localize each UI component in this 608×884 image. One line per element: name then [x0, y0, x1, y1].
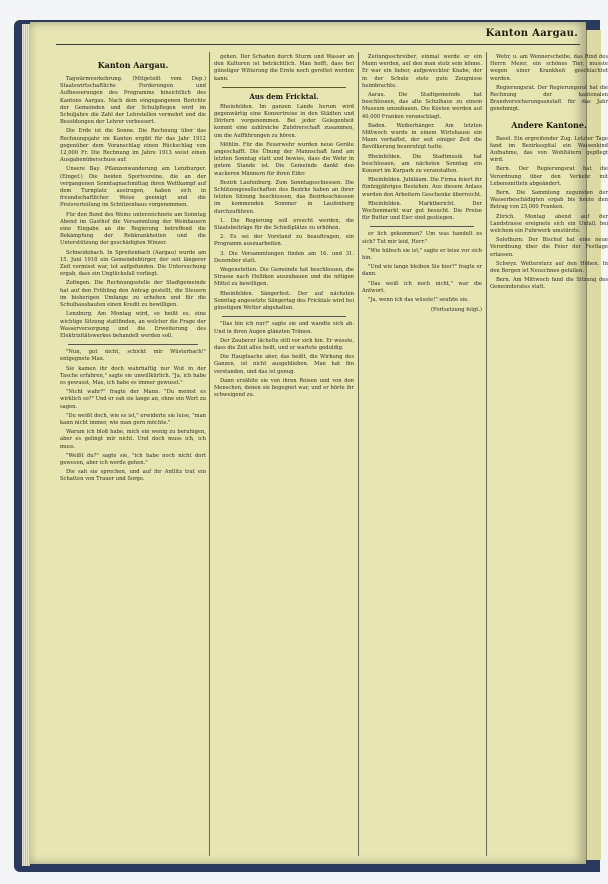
- story-paragraph: "Du weißt doch, wie es ist," erwiderte sie leise, "man kann nicht immer, wie man gern möchte.": [60, 412, 206, 426]
- article-paragraph: 2. Es sei der Vorstand zu beauftragen, ein Programm auszuarbeiten.: [214, 234, 354, 248]
- story-paragraph: Die Hauptsache aber, das heißt, die Wirkung des Ganzen, ist nicht ausgeblieben. Man hat ihn verstanden, und das ist genug.: [214, 354, 354, 375]
- article-paragraph: Rheinfelden. Die Stadtmusik hat beschlossen, am nächsten Sonntag ein Konzert im Kurpark zu veranstalten.: [362, 153, 482, 175]
- article-paragraph: Bern. Am Mittwoch fand die Sitzung des Gemeinderates statt.: [490, 277, 608, 291]
- story-paragraph: Der Zauberer lächelte still vor sich hin. Er wusste, dass die Zeit alles heilt, und er wartete geduldig.: [214, 337, 354, 351]
- story-paragraph: Die sah sie sprechen, und auf ihr Antlitz trat ein Schatten von Trauer und Sorge.: [60, 469, 206, 483]
- article-paragraph: Lenzburg. Am Montag wird, so heißt es, eine wichtige Sitzung stattfinden, an welcher die Frage der Wasserversorgung und die Erweiterung des Elektrizitätswerkes behandelt werden soll.: [60, 311, 206, 339]
- article-paragraph: Unsere Bay. Pflanzenwanderung am Lenzburger. (Eingef.) Die beiden Sportvereine, die an der vergangenen Sonntagnachmittag ihren Wettkampf auf dem Turnplatz austrugen, haben sich in freundschaftlicher Weise geeinigt und die Preisverteilung im Schützenhaus vorgenommen.: [60, 166, 206, 209]
- column-3: [362, 54, 482, 856]
- story-paragraph: "Ja, wenn ich das wüsste!" seufzte sie.: [368, 297, 469, 304]
- story-paragraph: "Das weiß ich noch nicht," war die Antwort.: [362, 280, 482, 294]
- story-paragraph: "Das bin ich nur!" sagte sie und wandte sich ab. Und in ihren Augen glänzten Tränen.: [214, 321, 354, 335]
- story-paragraph: "Wie hübsch sie ist," sagte er leise vor sich hin.: [362, 247, 482, 262]
- article-paragraph: Rheinfelden. Sängerfest. Der auf nächsten Sonntag angesetzte Sängertag des Fricktals wird bei günstigem Wetter abgehalten.: [214, 290, 354, 312]
- column-rule: [209, 52, 210, 856]
- article-paragraph: Bern. Der Regierungsrat hat die Verordnung über den Verkehr mit Lebensmitteln abgeändert.: [490, 166, 608, 187]
- story-paragraph: Warum ich bloß habe, mich ein wenig zu beruhigen, aber es gelingt mir nicht. Und doch muss ich, ich muss.: [60, 429, 206, 450]
- column-4: [490, 54, 608, 856]
- running-head: Kanton Aargau.: [485, 28, 578, 39]
- story-paragraph: "Weißt du?" sagte sie, "ich habe noch nicht dort gewesen, aber ich werde gehen.": [60, 452, 206, 466]
- story-paragraph: "Nicht wahr?" fragte der Mann. "Du meinst es wirklich so?" Und er sah sie lange an, ohne ein Wort zu sagen.: [60, 389, 206, 410]
- article-paragraph: Zeitungsschreiber, einmal werde er ein Mann werden, auf den man stolz sein könne. Er war ein lieber, aufgeweckter Knabe, der in der Schule stets gute Zeugnisse heimbrachte.: [362, 54, 482, 89]
- story-paragraph: er lich gekommen? Um was handelt es sich? Tut mir leid, Herr.": [362, 231, 482, 245]
- article-paragraph: Rheinfelden. Im ganzen Lande herum wird gegenwärtig eine Konzertreise in den Städten und Dörfern vorgenommen. Bei jeder Gelegenheit kommt eine zahlreiche Zuhörerschaft zusammen, um die Aufführungen zu hören.: [214, 103, 354, 139]
- article-paragraph: Baden. Weiberhänger. Am letzten Mittwoch wurde in einem Wirtshause ein Mann verhaftet, der seit einiger Zeit die Bevölkerung beunruhigt hatte.: [362, 122, 482, 151]
- article-paragraph: Schwyz. Wettersturz auf den Höhen. In den Bergen ist Neuschnee gefallen.: [490, 260, 608, 275]
- column-rule: [486, 52, 487, 856]
- divider: [68, 344, 198, 345]
- article-paragraph: Schneidebach. In Spreitenbach (Aargau) wurde am 15. Juni 1918 ein Gemeindebürger, der seit längerer Zeit vermisst war, tot aufgefunden. Die Untersuchung ergab, dass ein Unglücksfall vorliegt.: [60, 249, 206, 278]
- article-paragraph: Aarau. Die Stadtgemeinde hat beschlossen, das alte Schulhaus zu einem Museum umzubauen. Die Kosten werden auf 40,000 Franken veranschlagt.: [362, 92, 482, 120]
- column-2: [214, 54, 354, 856]
- story-paragraph: "Nun, gut nicht, schickt mir Wüsterbach!" entgegnete Max.: [60, 349, 206, 363]
- article-paragraph: gehen. Der Schaden durch Sturm und Wasser an den Kulturen ist beträchtlich. Man hofft, dass bei günstiger Witterung die Ernte noch gerettet werden kann.: [214, 54, 354, 82]
- article-paragraph: Zürich. Montag abend auf der Landstrasse ereignete sich ein Unfall, bei welchem ein Fuhrwerk umstürzte.: [490, 213, 608, 235]
- story-paragraph: "Und wie lange bleiben Sie hier?" fragte er dann.: [362, 264, 482, 278]
- article-paragraph: Basel. Ein ergreifender Zug. Letzter Tage fand im Bezirksspital ein Waisenkind Aufnahme, das von Wohltätern gepflegt wird.: [490, 135, 608, 164]
- divider: [370, 226, 474, 227]
- divider: [222, 87, 346, 88]
- section-heading: Andere Kantone.: [511, 119, 587, 130]
- top-rule: [56, 44, 580, 45]
- article-paragraph: 1. Die Regierung soll ersucht werden, die Staatsbeiträge für die Schießplätze zu erhöhen.: [214, 217, 354, 232]
- article-paragraph: Möhlin. Für die Feuerwehr wurden neue Geräte angeschafft. Die Übung der Mannschaft fand am letzten Sonntag statt und bewies, dass die Wehr in gutem Stande ist. Die Gemeinde dankt den wackeren Männern für ihren Eifer.: [214, 141, 354, 177]
- newspaper-page: [30, 22, 608, 864]
- article-paragraph: Tagwärmverkehrung. (Mitgeteilt vom Dep.) Staatswirtschaftliche Forderungen und Aufbesserungen des Programms hinsichtlich des Kantons Aargau. Nach dem eingegangenen Berichte der Gemeinden und der Schulpflegen wird im Schuljahre die Zahl der Lehrstellen vermehrt und die Besoldungen der Lehrer verbessert.: [60, 76, 206, 126]
- article-paragraph: 3. Die Versammlungen finden am 16. und 31. Dezember statt.: [214, 250, 354, 264]
- article-paragraph: Regierungsrat. Der Regierungsrat hat die Rechnung der kantonalen Brandversicherungsanstalt für das Jahr genehmigt.: [490, 84, 608, 113]
- section-heading: Aus dem Fricktal.: [249, 91, 319, 101]
- article-paragraph: Zofingen. Die Rechnungsstelle der Stadtgemeinde hat auf den Frühling den Antrag gestellt, die Steuern im bisherigen Umfange zu erheben und für die Schulhausbauten einen Kredit zu bewilligen.: [60, 280, 206, 309]
- article-paragraph: Für den Bund des Weins unterzeichnete am Sonntag Abend im Gasthof die Versammlung der Weinbauern eine Eingabe an die Regierung betreffend die Bekämpfung der Rebkrankheiten und die Unterstützung der geschädigten Winzer.: [60, 211, 206, 247]
- article-paragraph: Die Erde ist die Sonne. Die Rechnung über das Rechnungsjahr im Kanton ergibt für das Jahr 1912 gegenüber dem Voranschlag einen Rückschlag von 12,000 Fr. Die Rechnung im Jahre 1913 weist einen Ausgabenüberschuss auf.: [60, 128, 206, 164]
- article-paragraph: Rheinfelden. Jubiläum. Die Firma feiert ihr fünfzigjähriges Bestehen. Aus diesem Anlass wurden den Arbeitern Geschenke überreicht.: [362, 177, 482, 198]
- article-paragraph: Solothurn. Der Bischof hat eine neue Verordnung über die Feier der Festtage erlassen.: [490, 237, 608, 258]
- divider: [222, 316, 346, 317]
- story-paragraph: Sie kamen ihr doch wahrhaftig nur Wut in der Tasche erfahren," sagte sie unwillkürlich. "Ja, ich habe es gewusst, Max, ich habe es immer gewusst.": [60, 365, 206, 386]
- story-paragraph: Dann erzählte sie von ihren Reisen und von den Menschen, denen sie begegnet war, und er hörte ihr schweigend zu.: [214, 377, 354, 399]
- continuation-note: (Fortsetzung folgt.): [430, 307, 482, 314]
- page-edges: [22, 24, 30, 866]
- column-1: [60, 54, 206, 856]
- article-paragraph: Bezirk Laufenburg. Zum Sonntagsschiessen. Die Schützengesellschaften des Bezirks haben an ihrer letzten Sitzung beschlossen, das Bezirksschiessen im kommenden Sommer in Laufenburg durchzuführen.: [214, 179, 354, 215]
- article-paragraph: Wehr, u. am Wennerscheibe, das Rind des Herrn Meier, ein schönes Tier, musste wegen einer Krankheit geschlachtet werden.: [490, 54, 608, 82]
- section-heading: Kanton Aargau.: [97, 60, 169, 70]
- column-rule: [358, 52, 359, 856]
- article-paragraph: Bern. Die Sammlung zugunsten der Wasserbeschädigten ergab bis heute den Betrag von 25,000 Franken.: [490, 190, 608, 211]
- article-paragraph: Rheinfelden. Marktbericht. Der Wochenmarkt war gut besucht. Die Preise für Butter und Eier sind gestiegen.: [362, 200, 482, 222]
- article-paragraph: Wegenstetten. Die Gemeinde hat beschlossen, die Strasse nach Hellikon auszubauen und die nötigen Mittel zu bewilligen.: [214, 267, 354, 288]
